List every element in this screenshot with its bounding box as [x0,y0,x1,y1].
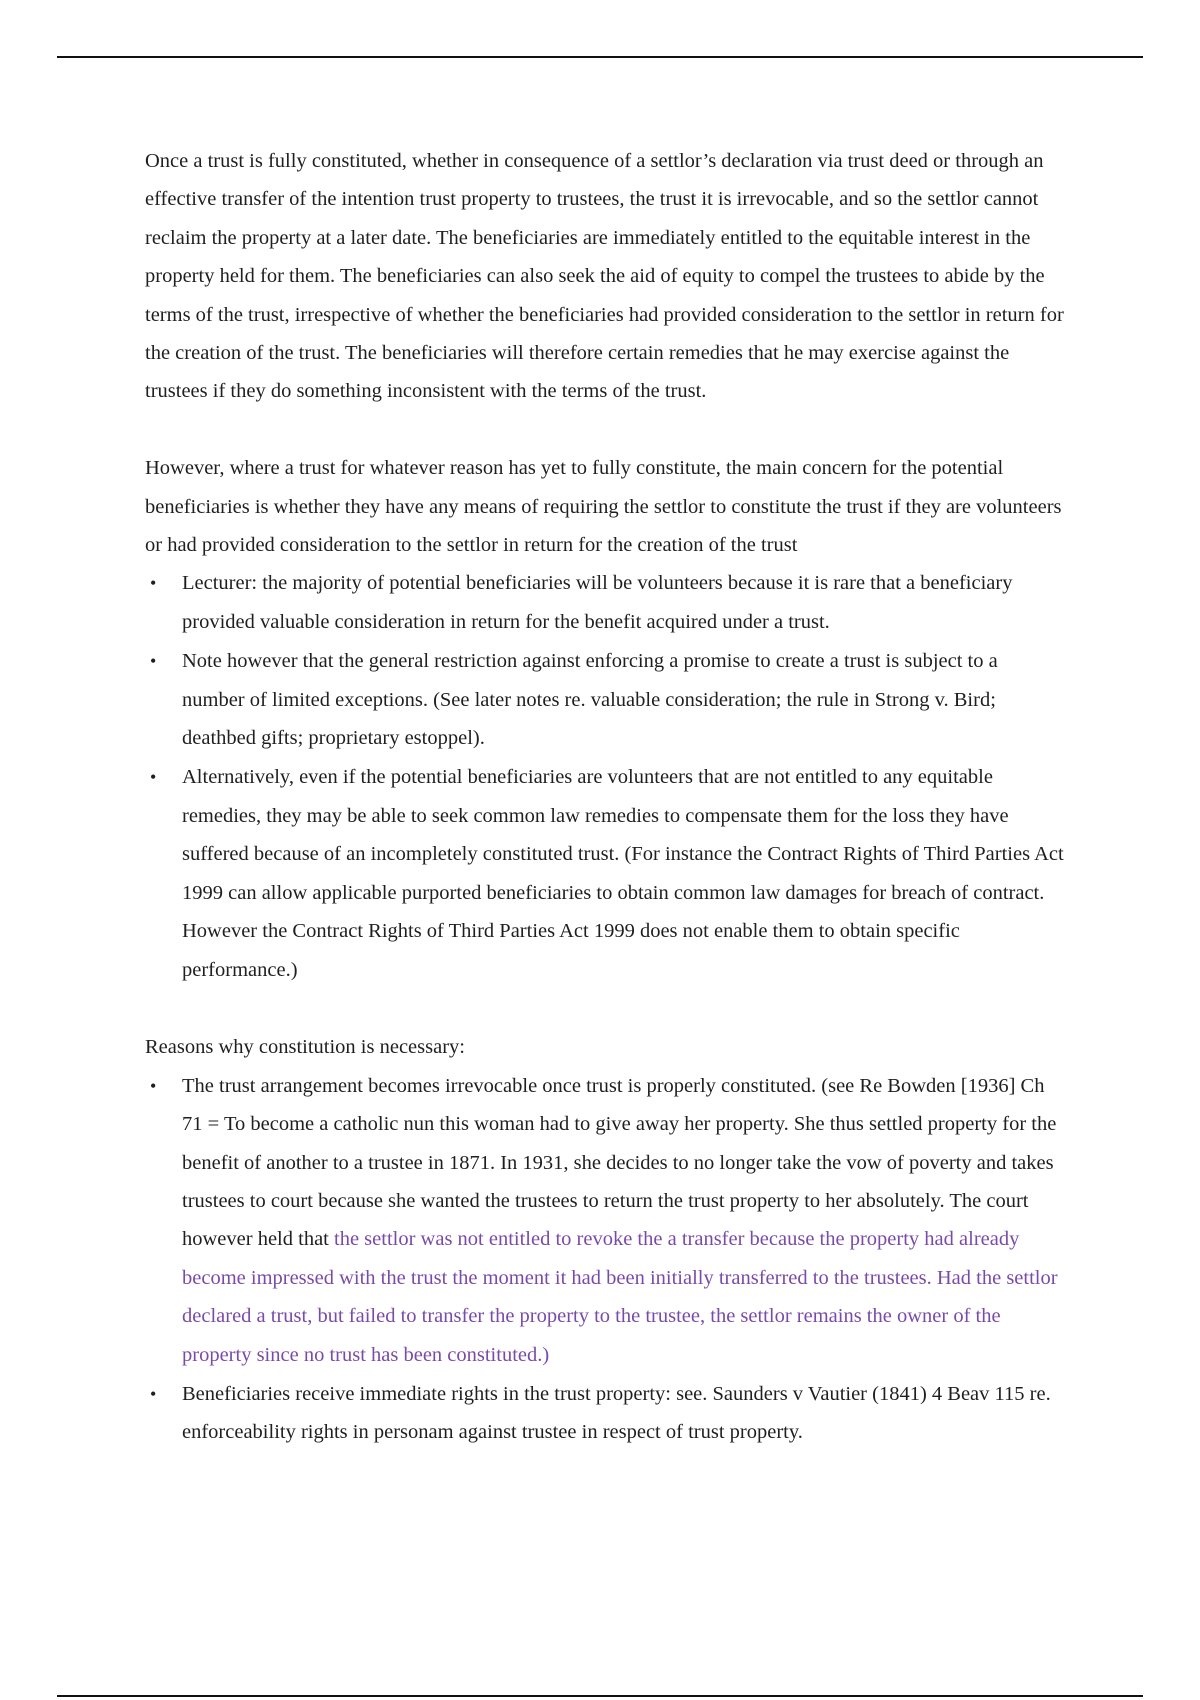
list-item-text: Alternatively, even if the potential beneficiaries are volunteers that are not entitled to any equitable remedies, they may be able to seek common law remedies to compensate them for the loss they have suffered because of an incompletely constituted trust. (For instance the Contract Rights of Third Parties Act 1999 can allow applicable purported beneficiaries to obtain common law damages for breach of contract. However the Contract Rights of Third Parties Act 1999 does not enable them to obtain specific performance.) [182,766,1064,981]
list-item-text: Lecturer: the majority of potential beneficiaries will be volunteers because it is rare that a beneficiary provided valuable consideration in return for the benefit acquired under a trust. [182,572,1013,633]
document-body [145,142,1065,1453]
bullet-icon: • [150,1383,157,1404]
list-item-text: Note however that the general restriction against enforcing a promise to create a trust is subject to a number of limited exceptions. (See later notes re. valuable consideration; the rule in Strong v. Bird; deathbed gifts; proprietary estoppel). [182,650,998,750]
bullet-icon: • [150,767,157,788]
reasons-bullet-list [145,1067,1065,1452]
list-item-text: The trust arrangement becomes irrevocable once trust is properly constituted. (see Re Bowden [1936] Ch 71 = To become a catholic nun this woman had to give away her property. She thus settled property for the benefit of another to a trustee in 1871. In 1931, she decides to no longer take the vow of poverty and takes trustees to court because she wanted the trustees to return the trust property to her absolutely. The court however held that [182,1074,1057,1251]
constitution-paragraph: However, where a trust for whatever reason has yet to fully constitute, the main concern for the potential beneficiaries is whether they have any means of requiring the settlor to constitute the trust if they are volunteers or had provided consideration to the settlor in return for the creation of the trust [145,457,1062,557]
bottom-rule [57,1695,1143,1697]
beneficiaries-bullet-list [145,564,1065,988]
list-item-text: Beneficiaries receive immediate rights in the trust property: see. Saunders v Vautier (1841) 4 Beav 115 re. enforceability rights in personam against trustee in respect of trust property. [182,1382,1051,1444]
list-item [145,1375,1065,1452]
list-item [145,564,1065,641]
list-item [145,758,1065,988]
reasons-heading: Reasons why constitution is necessary: [145,1036,465,1059]
bullet-icon: • [150,1075,157,1096]
paragraph-gap [145,411,1065,449]
highlighted-text: the settlor was not entitled to revoke the a transfer because the property had already become impressed with the trust the moment it had been initially transferred to the trustees. Had the settlor declared a trust, but failed to transfer the property to the trustee, the settlor remains the owner of the property since no trust has been constituted.) [182,1228,1058,1366]
list-item [145,642,1065,757]
top-rule [57,56,1143,58]
intro-paragraph: Once a trust is fully constituted, whether in consequence of a settlor’s declaration via trust deed or through an effective transfer of the intention trust property to trustees, the trust it is irrevocable, and so the settlor cannot reclaim the property at a later date. The beneficiaries are immediately entitled to the equitable interest in the property held for them. The beneficiaries can also seek the aid of equity to compel the trustees to abide by the terms of the trust, irrespective of whether the beneficiaries had provided consideration to the settlor in return for the creation of the trust. The beneficiaries will therefore certain remedies that he may exercise against the trustees if they do something inconsistent with the terms of the trust. [145,150,1064,403]
bullet-icon: • [150,651,157,672]
bullet-icon: • [150,573,157,594]
paragraph-gap [145,990,1065,1028]
list-item [145,1067,1065,1374]
